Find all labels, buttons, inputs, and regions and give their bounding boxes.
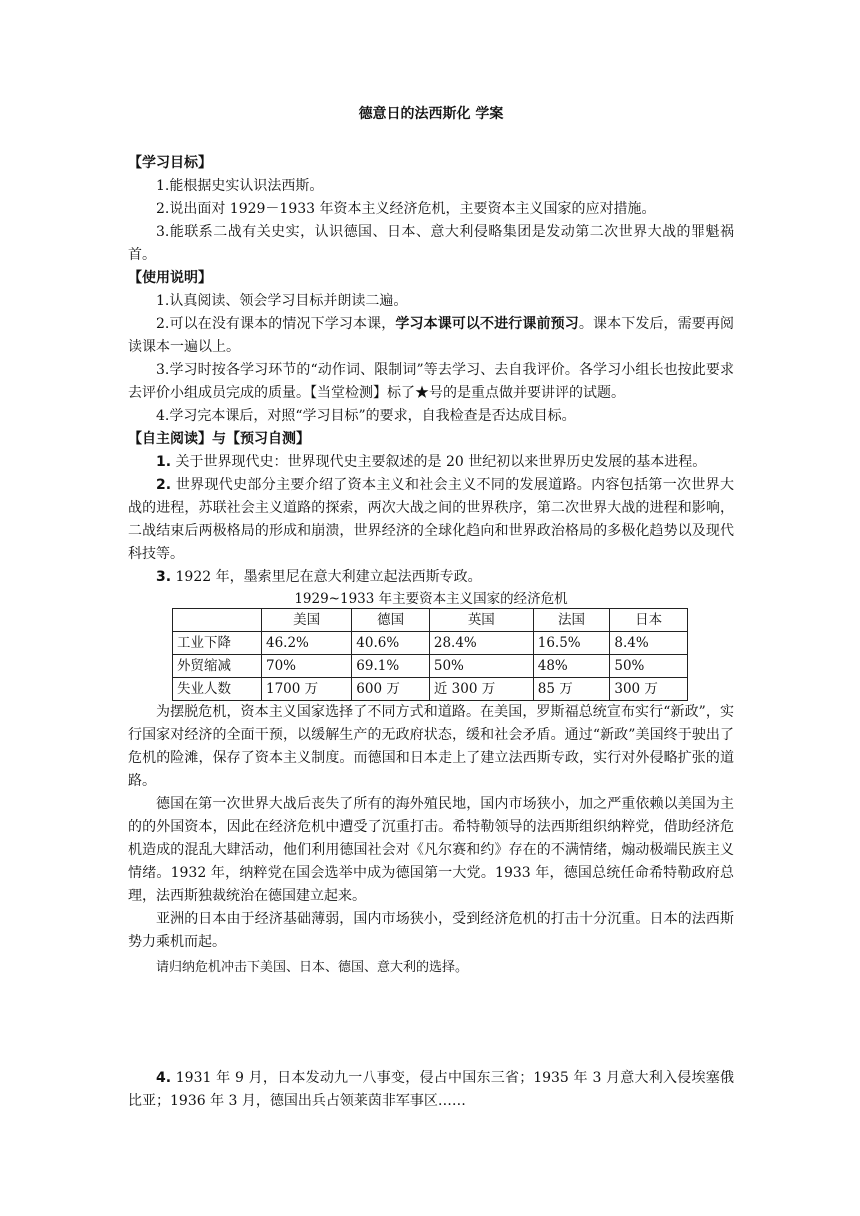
paragraph-germany: 德国在第一次世界大战后丧失了所有的海外殖民地，国内市场狭小，加之严重依赖以美国为主的的外国资本，因此在经济危机中遭受了沉重打击。希特勒领导的法西斯组织纳粹党，借助经济危机造成的混乱大肆活动，他们利用德国社会对《凡尔赛和约》存在的不满情绪，煽动极端民族主义情绪。1932 年，纳粹党在国会选举中成为德国第一大党。1933 年，德国总统任命希特勒政府总理，法西斯独裁统治在德国建立起来。 xyxy=(128,796,734,904)
reading-number-4: 4. xyxy=(156,1070,172,1086)
reading-number-3: 3. xyxy=(156,569,172,585)
table-cell: 300 万 xyxy=(610,678,688,701)
table-row-label: 外贸缩减 xyxy=(173,655,262,678)
usage-item-2-post: 。课本下发后，需要再阅读课本一遍以上。 xyxy=(128,316,735,355)
reading-number-2: 2. xyxy=(156,477,172,493)
reading-text-1: 关于世界现代史：世界现代史主要叙述的是 20 世纪初以来世界历史发展的基本进程。 xyxy=(171,454,707,470)
table-cell: 46.2% xyxy=(262,632,352,655)
paragraph-japan: 亚洲的日本由于经济基础薄弱，国内市场狭小，受到经济危机的打击十分沉重。日本的法西斯势力乘机而起。 xyxy=(128,911,734,950)
table-row-label: 失业人数 xyxy=(173,678,262,701)
table-cell: 48% xyxy=(533,655,610,678)
usage-item-2-pre: 2.可以在没有课本的情况下学习本课， xyxy=(156,316,396,332)
table-header-cell: 德国 xyxy=(352,609,430,632)
table-cell: 69.1% xyxy=(352,655,430,678)
reading-paragraph-4 xyxy=(128,1067,734,1113)
table-row-label: 工业下降 xyxy=(173,632,262,655)
table-header-cell xyxy=(173,609,262,632)
reading-paragraph-3 xyxy=(128,566,734,589)
reading-text-2: 世界现代史部分主要介绍了资本主义和社会主义不同的发展道路。内容包括第一次世界大战的进程，苏联社会主义道路的探索，两次大战之间的世界秩序，第二次世界大战的进程和影响，二战结束后两极格局的形成和崩溃，世界经济的全球化趋向和世界政治格局的多极化趋势以及现代科技等。 xyxy=(128,477,734,562)
table-cell: 70% xyxy=(262,655,352,678)
table-header-cell: 英国 xyxy=(429,609,533,632)
table-caption: 1929~1933 年主要资本主义国家的经济危机 xyxy=(294,591,568,607)
table-row xyxy=(173,678,688,701)
table-cell: 50% xyxy=(429,655,533,678)
table-header-cell: 日本 xyxy=(610,609,688,632)
table-cell: 近 300 万 xyxy=(429,678,533,701)
economic-crisis-table xyxy=(172,608,688,701)
table-cell: 16.5% xyxy=(533,632,610,655)
heading-learning-goals: 【学习目标】 xyxy=(128,155,212,171)
reading-paragraph-1 xyxy=(128,451,734,474)
table-row xyxy=(173,655,688,678)
answer-space[interactable] xyxy=(128,979,734,1067)
table-cell: 40.6% xyxy=(352,632,430,655)
heading-usage-notes: 【使用说明】 xyxy=(128,270,212,286)
table-cell: 1700 万 xyxy=(262,678,352,701)
reading-text-4: 1931 年 9 月，日本发动九一八事变，侵占中国东三省；1935 年 3 月意大利入侵埃塞俄比亚；1936 年 3 月，德国出兵占领莱茵非军事区…… xyxy=(128,1070,734,1109)
table-cell: 28.4% xyxy=(429,632,533,655)
table-row xyxy=(173,632,688,655)
usage-item-2-bold: 学习本课可以不进行课前预习 xyxy=(395,316,579,332)
table-header-cell: 法国 xyxy=(533,609,610,632)
table-header-cell: 美国 xyxy=(262,609,352,632)
reading-number-1: 1. xyxy=(156,454,172,470)
goal-item-2: 2.说出面对 1929－1933 年资本主义经济危机，主要资本主义国家的应对措施。 xyxy=(156,201,656,217)
question-prompt: 请归纳危机冲击下美国、日本、德国、意大利的选择。 xyxy=(156,960,469,975)
heading-self-reading: 【自主阅读】与【预习自测】 xyxy=(128,431,310,447)
page-title: 德意日的法西斯化 学案 xyxy=(358,106,504,122)
table-cell: 600 万 xyxy=(352,678,430,701)
usage-item-2 xyxy=(128,313,734,359)
goal-item-3: 3.能联系二战有关史实，认识德国、日本、意大利侵略集团是发动第二次世界大战的罪魁祸首。 xyxy=(128,224,734,263)
reading-paragraph-2 xyxy=(128,474,734,566)
table-cell: 50% xyxy=(610,655,688,678)
paragraph-new-deal: 为摆脱危机，资本主义国家选择了不同方式和道路。在美国，罗斯福总统宣布实行“新政”，实行国家对经济的全面干预，以缓解生产的无政府状态，缓和社会矛盾。通过“新政”美国终于驶出了危机的险滩，保存了资本主义制度。而德国和日本走上了建立法西斯专政，实行对外侵略扩张的道路。 xyxy=(128,704,734,789)
table-header-row xyxy=(173,609,688,632)
reading-text-3: 1922 年，墨索里尼在意大利建立起法西斯专政。 xyxy=(171,569,482,585)
table-cell: 85 万 xyxy=(533,678,610,701)
goal-item-1: 1.能根据史实认识法西斯。 xyxy=(156,178,324,194)
usage-item-1: 1.认真阅读、领会学习目标并朗读二遍。 xyxy=(156,293,408,309)
document-page xyxy=(128,104,734,1113)
usage-item-3: 3.学习时按各学习环节的“动作词、限制词”等去学习、去自我评价。各学习小组长也按此要求去评价小组成员完成的质量。【当堂检测】标了★号的是重点做并要讲评的试题。 xyxy=(128,362,734,401)
table-cell: 8.4% xyxy=(610,632,688,655)
usage-item-4: 4.学习完本课后，对照“学习目标”的要求，自我检查是否达成目标。 xyxy=(156,408,576,424)
